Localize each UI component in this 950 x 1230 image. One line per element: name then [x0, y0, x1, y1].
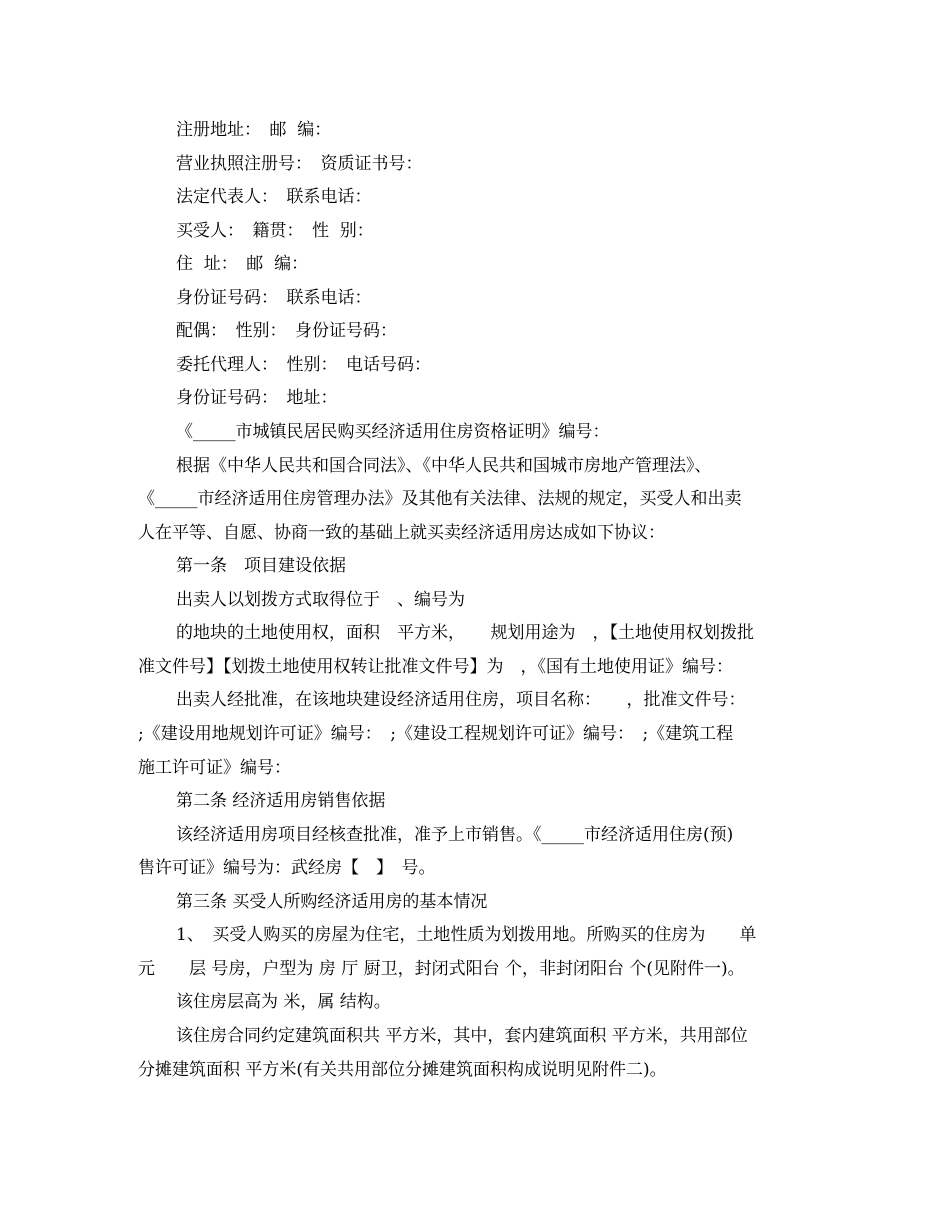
article-2-line-1: 该经济适用房项目经核查批准，准予上市销售。《_____市经济适用住房(预) — [176, 825, 734, 845]
article-1-line-6: 施工许可证》编号： — [138, 758, 291, 778]
legal-basis-line-3: 人在平等、自愿、协商一致的基础上就买卖经济适用房达成如下协议： — [138, 523, 665, 543]
article-3-line-2: 元 层 号房，户型为 房 厅 厨卫，封闭式阳台 个，非封闭阳台 个(见附件一)。 — [138, 959, 745, 979]
article-2-line-2: 售许可证》编号为：武经房【 】 号。 — [138, 858, 436, 878]
article-1-heading: 第一条 项目建设依据 — [176, 556, 346, 576]
article-3-line-3: 该住房层高为 米，属 结构。 — [176, 992, 391, 1012]
spouse-line: 配偶： 性别： 身份证号码： — [176, 321, 397, 341]
agent-id-line: 身份证号码： 地址： — [176, 388, 338, 408]
article-1-line-5: ;《建设用地规划许可证》编号： ;《建设工程规划许可证》编号： ;《建筑工程 — [138, 724, 734, 744]
legal-basis-line-1: 根据《中华人民共和国合同法》、《中华人民共和国城市房地产管理法》、 — [176, 456, 712, 476]
agent-line: 委托代理人： 性别： 电话号码： — [176, 355, 431, 375]
article-3-line-1: 1、 买受人购买的房屋为住宅，土地性质为划拨用地。所购买的住房为 单 — [176, 925, 757, 945]
legal-representative-line: 法定代表人： 联系电话： — [176, 187, 372, 207]
qualification-certificate-line: 《_____市城镇民居民购买经济适用住房资格证明》编号： — [176, 422, 610, 442]
buyer-line: 买受人： 籍贯： 性 别： — [176, 221, 374, 241]
buyer-address-line: 住 址： 邮 编： — [176, 254, 309, 274]
article-1-line-2: 的地块的土地使用权，面积 平方米， 规划用途为 ，【土地使用权划拨批 — [176, 623, 754, 643]
article-1-line-4: 出卖人经批准，在该地块建设经济适用住房，项目名称： ，批准文件号： — [176, 690, 746, 710]
buyer-id-line: 身份证号码： 联系电话： — [176, 288, 372, 308]
registered-address-line: 注册地址： 邮 编： — [176, 120, 332, 140]
article-3-heading: 第三条 买受人所购经济适用房的基本情况 — [176, 892, 488, 912]
article-1-line-1: 出卖人以划拨方式取得位于 、编号为 — [176, 590, 465, 610]
article-3-line-4: 该住房合同约定建筑面积共 平方米，其中，套内建筑面积 平方米，共用部位 — [176, 1026, 748, 1046]
business-license-line: 营业执照注册号： 资质证书号： — [176, 154, 423, 174]
article-3-line-5: 分摊建筑面积 平方米(有关共用部位分摊建筑面积构成说明见附件二)。 — [138, 1060, 667, 1080]
legal-basis-line-2: 《_____市经济适用住房管理办法》及其他有关法律、法规的规定，买受人和出卖 — [138, 489, 742, 509]
article-2-heading: 第二条 经济适用房销售依据 — [176, 791, 386, 811]
article-1-line-3: 准文件号】【划拨土地使用权转让批准文件号】为 ，《国有土地使用证》编号： — [138, 657, 733, 677]
